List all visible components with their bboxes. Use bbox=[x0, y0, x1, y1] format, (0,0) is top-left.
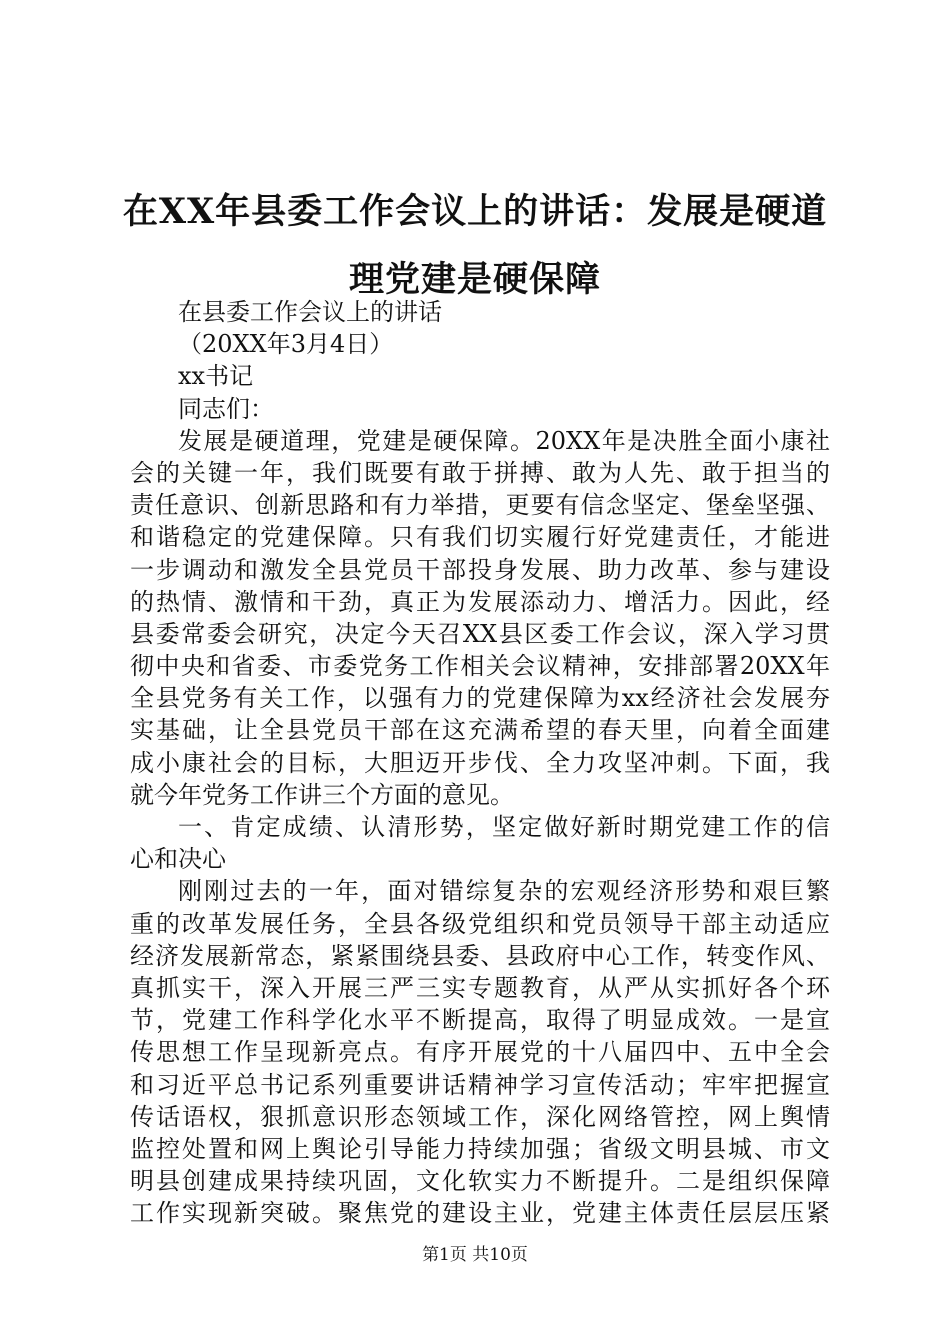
body-line: 全县党务有关工作，以强有力的党建保障为xx经济社会发展夯 bbox=[130, 684, 830, 713]
body-line: 传思想工作呈现新亮点。有序开展党的十八届四中、五中全会 bbox=[130, 1038, 830, 1067]
body-line: 和谐稳定的党建保障。只有我们切实履行好党建责任，才能进 bbox=[130, 523, 830, 552]
body-line: 县委常委会研究，决定今天召XX县区委工作会议，深入学习贯 bbox=[130, 619, 830, 648]
body-line: 彻中央和省委、市委党务工作相关会议精神，安排部署20XX年 bbox=[130, 652, 830, 681]
body-line: 会的关键一年，我们既要有敢于拼搏、敢为人先、敢于担当的 bbox=[130, 458, 830, 487]
document-title bbox=[120, 178, 830, 314]
body-line: 的热情、激情和干劲，真正为发展添动力、增活力。因此，经 bbox=[130, 587, 830, 616]
body-line: 经济发展新常态，紧紧围绕县委、县政府中心工作，转变作风、 bbox=[130, 941, 830, 970]
body-line: 和习近平总书记系列重要讲话精神学习宣传活动；牢牢把握宣 bbox=[130, 1070, 830, 1099]
body-line: 一、肯定成绩、认清形势，坚定做好新时期党建工作的信 bbox=[178, 813, 830, 841]
document-body bbox=[130, 296, 830, 1229]
body-line: （20XX年3月4日） bbox=[178, 330, 394, 359]
body-line: 监控处置和网上舆论引导能力持续加强；省级文明县城、市文 bbox=[130, 1134, 830, 1163]
body-line: 责任意识、创新思路和有力举措，更要有信念坚定、堡垒坚强、 bbox=[130, 491, 830, 520]
body-line: 实基础，让全县党员干部在这充满希望的春天里，向着全面建 bbox=[130, 716, 830, 745]
body-line: xx书记 bbox=[178, 362, 254, 391]
body-line: 同志们： bbox=[178, 394, 274, 423]
body-line: 明县创建成果持续巩固，文化软实力不断提升。二是组织保障 bbox=[130, 1167, 830, 1196]
page-footer: 第1页 共10页 bbox=[422, 1245, 528, 1265]
title-line-2: 理党建是硬保障 bbox=[348, 259, 601, 300]
body-line: 发展是硬道理，党建是硬保障。20XX年是决胜全面小康社 bbox=[178, 426, 830, 455]
body-line: 真抓实干，深入开展三严三实专题教育，从严从实抓好各个环 bbox=[130, 973, 830, 1002]
body-line: 成小康社会的目标，大胆迈开步伐、全力攻坚冲刺。下面，我 bbox=[130, 748, 830, 777]
body-line: 重的改革发展任务，全县各级党组织和党员领导干部主动适应 bbox=[130, 909, 830, 938]
body-line: 传话语权，狠抓意识形态领域工作，深化网络管控，网上舆情 bbox=[130, 1102, 830, 1131]
body-line: 节，党建工作科学化水平不断提高，取得了明显成效。一是宣 bbox=[130, 1006, 830, 1035]
body-line: 就今年党务工作讲三个方面的意见。 bbox=[130, 780, 514, 809]
body-line: 心和决心 bbox=[130, 845, 226, 874]
body-line: 一步调动和激发全县党员干部投身发展、助力改革、参与建设 bbox=[130, 555, 830, 584]
body-line: 刚刚过去的一年，面对错综复杂的宏观经济形势和艰巨繁 bbox=[178, 877, 830, 906]
body-line: 工作实现新突破。聚焦党的建设主业，党建主体责任层层压紧 bbox=[130, 1199, 830, 1228]
title-line-1: 在XX年县委工作会议上的讲话：发展是硬道 bbox=[122, 191, 828, 232]
body-line: 在县委工作会议上的讲话 bbox=[178, 298, 442, 326]
